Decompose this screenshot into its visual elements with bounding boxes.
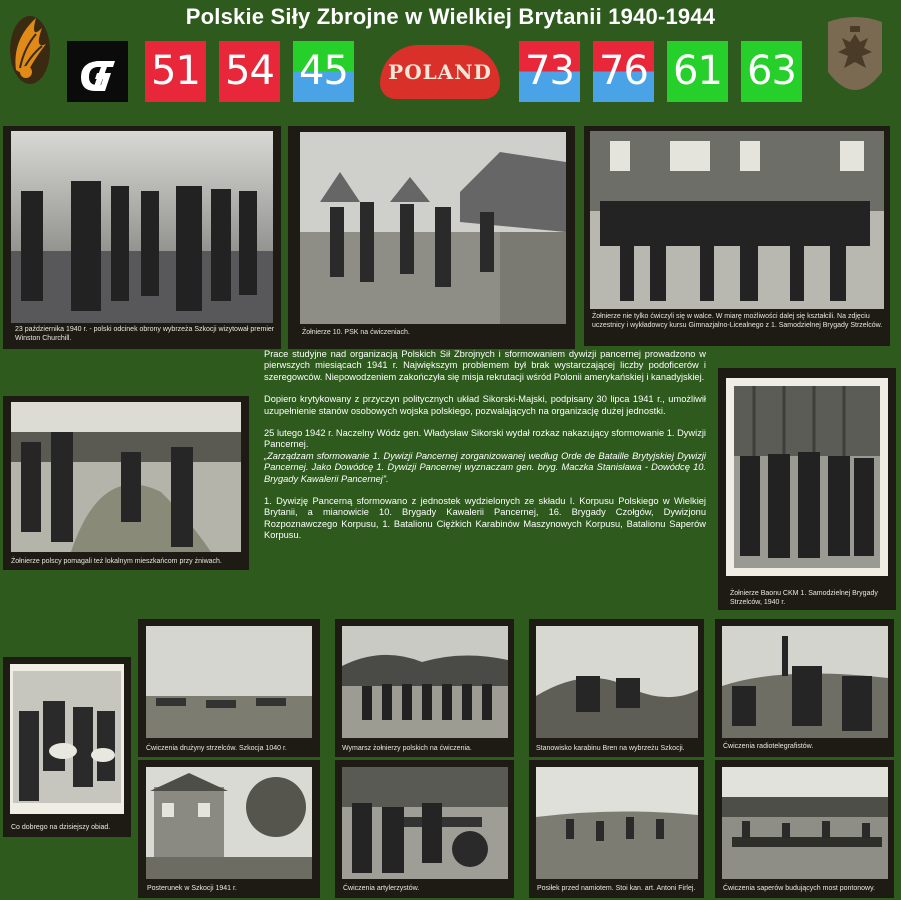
unit-badge-54: 54 xyxy=(219,41,280,102)
photo-frame-dinner xyxy=(3,657,131,837)
photo-dinner xyxy=(13,671,121,803)
photo-frame-radio xyxy=(715,619,894,757)
caption-pontoon: Ćwiczenia saperów budujących most pontonowy. xyxy=(723,885,876,892)
photo-frame-artillery xyxy=(335,760,514,898)
article-paragraph-1: Prace studyjne nad organizacją Polskich Sił Zbrojnych i sformowaniem dywizji pancernej prowadzono w pierwszych miesiącach 1941 r. Największym problemem był brak wystarczającej liczby podoficerów i szeregowców. Niepowodzeniem zakończyła się misja rekrutacji wśród Polonii amerykańskiej i kanadyjskiej. xyxy=(264,349,706,382)
photo-meal xyxy=(536,767,698,879)
caption-10psk: Żołnierze 10. PSK na ćwiczeniach. xyxy=(302,329,410,336)
photo-frame-course xyxy=(584,126,890,346)
caption-churchill: 23 października 1940 r. - polski odcinek obrony wybrzeża Szkocji wizytował premier Winston Churchill. xyxy=(15,326,275,342)
article-paragraph-3: 25 lutego 1942 r. Naczelny Wódz gen. Władysław Sikorski wydał rozkaz nakazujący sformowanie 1. Dywizji Pancernej. xyxy=(264,428,706,450)
caption-radio: Ćwiczenia radiotelegrafistów. xyxy=(723,743,814,750)
page-title: Polskie Siły Zbrojne w Wielkiej Brytanii 1940-1944 xyxy=(185,4,716,29)
photo-frame-churchill xyxy=(3,126,281,349)
photo-frame-riflemen xyxy=(138,619,320,757)
unit-badge-45: 45 xyxy=(293,41,354,102)
photo-march xyxy=(342,626,508,738)
caption-riflemen: Ćwiczenia drużyny strzelców. Szkocja 1040 r. xyxy=(146,745,287,752)
photo-course-group xyxy=(590,131,884,309)
article-paragraph-2: Dopiero krytykowany z przyczyn politycznych układ Sikorski-Majski, podpisany 30 lipca 1941 r., umożliwił uzupełnienie stanów osobowych wojska polskiego, pozwalających na organizację dużej jednostki. xyxy=(264,394,706,416)
caption-bren: Stanowisko karabinu Bren na wybrzeżu Szkocji. xyxy=(536,745,685,752)
photo-frame-outpost xyxy=(138,760,320,898)
unit-badge-51: 51 xyxy=(145,41,206,102)
caption-harvest: Żołnierze polscy pomagali też lokalnym mieszkańcom przy żniwach. xyxy=(11,558,222,565)
photo-frame-ckm xyxy=(718,368,896,610)
unit-badge-73: 73 xyxy=(519,41,580,102)
caption-march: Wymarsz żołnierzy polskich na ćwiczenia. xyxy=(342,745,472,752)
photo-frame-harvest xyxy=(3,396,249,570)
winged-emblem-icon xyxy=(6,10,54,90)
caption-artillery: Ćwiczenia artylerzystów. xyxy=(343,885,420,892)
photo-harvest xyxy=(11,402,241,552)
photo-churchill-inspection xyxy=(11,131,273,323)
caption-outpost: Posterunek w Szkocji 1941 r. xyxy=(147,885,237,892)
photo-frame-meal xyxy=(529,760,704,898)
division-logo-badge xyxy=(67,41,128,102)
photo-frame-exercises-10psk xyxy=(288,126,575,349)
photo-bren xyxy=(536,626,698,738)
photo-radio xyxy=(722,626,888,738)
division-logo-icon xyxy=(67,41,128,102)
photo-riflemen xyxy=(146,626,312,738)
article-paragraph-5: 1. Dywizję Pancerną sformowano z jednostek wydzielonych ze składu I. Korpusu Polskiego w Wielkiej Brytanii, a mianowicie 10. Brygady Kawalerii Pancernej, 16. Brygady Czołgów, Dywizjonu Rozpoznawczego Korpusu, 1. Batalionu Ciężkich Karabinów Maszynowych Korpusu, Batalionu Saperów Korpusu. xyxy=(264,496,706,541)
photo-frame-bren xyxy=(529,619,704,757)
photo-frame-march xyxy=(335,619,514,757)
photo-frame-pontoon xyxy=(715,760,894,898)
caption-dinner: Co dobrego na dzisiejszy obiad. xyxy=(11,824,111,831)
article-quote: „Zarządzam sformowanie 1. Dywizji Pancernej zorganizowanej według Orde de Bataille Brytyjskiej Dywizji Pancernej. Jako Dowódcę 1. Dywizji Pancernej wyznaczam gen. bryg. Maczka Stanisława - Dowódcę 10. Brygady Kawalerii Pancernej”. xyxy=(264,450,706,484)
photo-10psk-exercises xyxy=(300,132,566,324)
caption-meal: Posiłek przed namiotem. Stoi kan. art. Antoni Firlej. xyxy=(537,885,696,892)
photo-artillery xyxy=(342,767,508,879)
poland-shoulder-title: POLAND xyxy=(380,45,500,99)
unit-badge-61: 61 xyxy=(667,41,728,102)
caption-course: Żołnierze nie tylko ćwiczyli się w walce. W miarę możliwości dalej się kształcili. Na zdjęciu uczestnicy i wykładowcy kursu Gimnazjalno-Licealnego z 1. Samodzielnej Brygady Strzelców. xyxy=(592,313,883,329)
photo-ckm-soldiers xyxy=(734,386,880,568)
unit-badge-63: 63 xyxy=(741,41,802,102)
unit-badge-76: 76 xyxy=(593,41,654,102)
caption-ckm: Żołnierze Baonu CKM 1. Samodzielnej Brygady Strzelców, 1940 r. xyxy=(730,590,878,606)
photo-pontoon xyxy=(722,767,888,879)
photo-outpost xyxy=(146,767,312,879)
polish-eagle-patch-icon xyxy=(822,12,888,106)
article-body xyxy=(264,349,706,553)
